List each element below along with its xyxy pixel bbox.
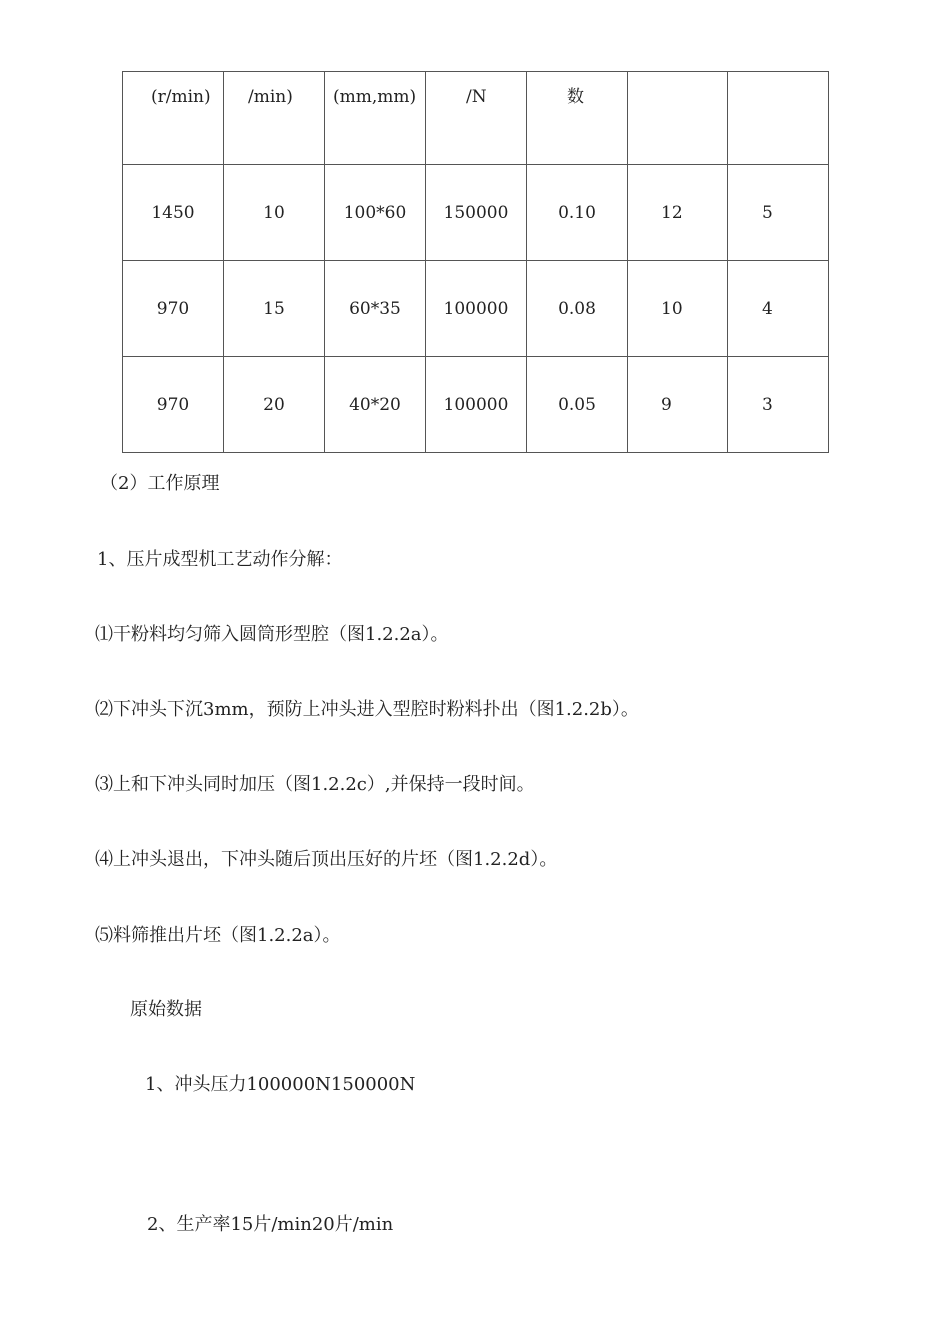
table-cell: 150000 xyxy=(426,165,527,261)
table-cell: 100000 xyxy=(426,261,527,357)
header-cell-coefficient: 数 xyxy=(527,72,628,165)
table-cell: 10 xyxy=(224,165,325,261)
header-cell-empty xyxy=(628,72,728,165)
table-cell: 15 xyxy=(224,261,325,357)
table-cell: 10 xyxy=(628,261,728,357)
raw-data-item: 2、生产率15片/min20片/min xyxy=(147,1214,394,1235)
table-cell: 970 xyxy=(123,357,224,453)
table-row xyxy=(123,357,829,453)
table-cell: 0.05 xyxy=(527,357,628,453)
table-cell: 0.08 xyxy=(527,261,628,357)
table-row xyxy=(123,261,829,357)
table-cell: 60*35 xyxy=(325,261,426,357)
section-heading: （2）工作原理 xyxy=(100,473,220,494)
table-cell: 970 xyxy=(123,261,224,357)
table-cell: 100*60 xyxy=(325,165,426,261)
table-cell: 12 xyxy=(628,165,728,261)
table-header-row xyxy=(123,72,829,165)
step-item: ⑸料筛推出片坯（图1.2.2a）。 xyxy=(95,925,341,946)
table-cell: 40*20 xyxy=(325,357,426,453)
step-item: ⑶上和下冲头同时加压（图1.2.2c）,并保持一段时间。 xyxy=(95,774,535,795)
step-item: ⑵下冲头下沉3mm，预防上冲头进入型腔时粉料扑出（图1.2.2b）。 xyxy=(95,699,639,720)
header-cell-size: (mm,mm) xyxy=(325,72,426,165)
table-cell: 3 xyxy=(728,357,829,453)
raw-data-item: 1、冲头压力100000N150000N xyxy=(145,1074,416,1095)
step-item: ⑷上冲头退出，下冲头随后顶出压好的片坯（图1.2.2d）。 xyxy=(95,849,558,870)
header-cell-empty xyxy=(728,72,829,165)
table-cell: 4 xyxy=(728,261,829,357)
table-cell: 1450 xyxy=(123,165,224,261)
header-cell-rate: /min) xyxy=(224,72,325,165)
table-cell: 0.10 xyxy=(527,165,628,261)
table-row xyxy=(123,165,829,261)
raw-data-heading: 原始数据 xyxy=(130,999,202,1020)
table-cell: 9 xyxy=(628,357,728,453)
table-cell: 20 xyxy=(224,357,325,453)
header-cell-speed: (r/min) xyxy=(123,72,224,165)
table-cell: 5 xyxy=(728,165,829,261)
parameters-table xyxy=(122,71,829,453)
steps-title: 1、压片成型机工艺动作分解： xyxy=(97,549,343,570)
step-item: ⑴干粉料均匀筛入圆筒形型腔（图1.2.2a）。 xyxy=(95,624,449,645)
table-cell: 100000 xyxy=(426,357,527,453)
header-cell-force: /N xyxy=(426,72,527,165)
